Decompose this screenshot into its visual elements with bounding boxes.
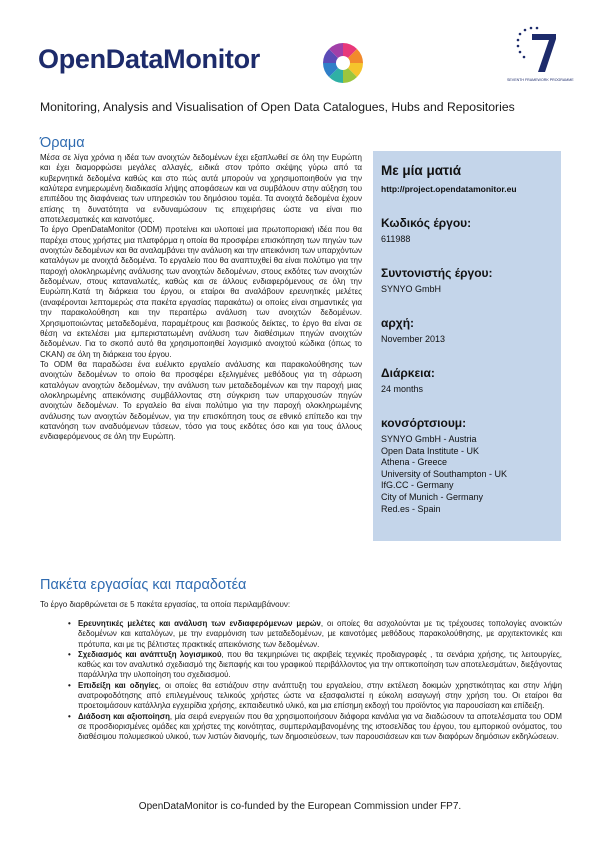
work-packages-heading: Πακέτα εργασίας και παραδοτέα [40, 577, 247, 593]
coordinator-label: Συντονιστής έργου: [381, 266, 493, 280]
work-package-name: Διάδοση και αξιοποίηση [78, 711, 170, 721]
vision-body [40, 153, 362, 443]
page-subtitle: Monitoring, Analysis and Visualisation of Open Data Catalogues, Hubs and Repositories [40, 100, 515, 114]
vision-heading: Όραμα [40, 135, 85, 151]
work-package-description: , οι οποίες θα ασχολούνται με τις τρέχουσες τοπολογίες ανοικτών δεδομένων και καταλόγων, με την εναρμόνιση των μεταδεδομένων, με καινοτόμες μεθόδους παρακολούθησης, με αρχιτεκτονικές και πρότυπα, και με τις βέλτιστες πρακτικές απεικόνισης των δεδομένων. [78, 619, 563, 649]
start-value: November 2013 [381, 334, 446, 344]
consortium-list [381, 434, 553, 515]
duration-label: Διάρκεια: [381, 366, 435, 380]
fp7-logo-icon [512, 22, 564, 82]
fp7-caption: SEVENTH FRAMEWORK PROGRAMME [507, 78, 574, 82]
vision-paragraph: Το ODM θα παραδώσει ένα ευέλικτο εργαλείο ανάλυσης και παρακολούθησης των ανοιχτών δεδομένων το οποίο θα προσφέρει εξελιγμένες μεθόδους για τη σάρωση καταλόγων ανοιχτών δεδομένων, την ανάλυση των μεταδεδομένων και την παροχή μιας ολοκληρωμένης απεικόνισης συμβάλλοντας στη σύγκριση των υπαρχουσών πηγών ανοιχτών δεδομένων. Το εργαλείο θα είναι πολύτιμο για την παροχή ολοκληρωμένης ανάλυσης των ανοιχτών δεδομένων, για την επισκόπηση τους σε εθνικό επίπεδο και την κατανόηση των αναδυόμενων τάσεων, τόσο για τους εκδότες όσο και για τους άλλους ενδιαφερόμενους σε όλη την Ευρώπη. [40, 359, 362, 442]
project-info-box [373, 151, 561, 541]
duration-value: 24 months [381, 384, 424, 394]
start-label: αρχή: [381, 316, 415, 330]
vision-paragraph: Το έργο OpenDataMonitor (ODM) προτείνει και υλοποιεί μια πρωτοποριακή ιδέα που θα παρέχει στους χρήστες μια πλατφόρμα η οποία θα προσφέρει επισκόπηση των πηγών των ανοιχτών δεδομένων και θα αναλαμβάνει την ανάλυση και την απεικόνιση των υπαρχόντων καταλόγων με ανοιχτά δεδομένα. Το εργαλείο που θα αναπτυχθεί θα είναι πολύτιμο για την παροχή ολοκληρωμένης ανάλυσης των ανοιχτών δεδομένων, στους εκδότες των ανοιχτών δεδομένων, στους καταναλωτές, καθώς και σε άλλους ενδιαφερόμενους σε όλη την Ευρώπη.Κατά τη διάρκεια του έργου, οι εταίροι θα αναλάβουν ερευνητικές μελέτες (αναφέρονται λεπτομερώς στα πακέτα εργασίας παρακάτω) οι οποίες είναι σημαντικές για την παρακολούθηση και την περαιτέρω ανάλυση των ανοιχτών δεδομένων. Χρησιμοποιώντας μεταδεδομένα, παραμέτρους και βασικούς δείκτες, το έργο θα είναι σε θέση να εκτελέσει μια εμπεριστατωμένη ανάλυση των διαθέσιμων πηγών ανοιχτών δεδομένων. Για το σκοπό αυτό θα χρησιμοποιηθεί λογισμικό ανοιχτού κώδικα (όπως το CKAN) σε όλη τη διάρκεια του έργου. [40, 225, 362, 359]
project-number-value: 611988 [381, 234, 411, 244]
work-package-name: Σχεδιασμός και ανάπτυξη λογισμικού [78, 649, 222, 659]
brand-wordmark: OpenDataMonitor [38, 44, 260, 74]
consortium-label: κονσόρτσιουμ: [381, 416, 467, 430]
work-package-name: Ερευνητικές μελέτες και ανάλυση των ενδιαφερόμενων μερών [78, 619, 321, 628]
vision-paragraph: Μέσα σε λίγα χρόνια η ιδέα των ανοιχτών δεδομένων έχει εξαπλωθεί σε όλη την Ευρώπη και έχει διαμορφώσει μεγάλες αλλαγές, ειδικά στον τρόπο σκέψης γύρω από τα κυβερνητικά δεδομένα καθώς και στο πώς αυτά μπορούν να χρησιμοποιηθούν για την καλύτερα ενημερωμένη διαδικασία λήψης αποφάσεων και να συμβάλουν στην αύξηση του επιπέδου της διαφάνειας των υπηρεσιών του δημόσιου τομέα. Τα ανοιχτά δεδομένα έχουν επίσης τη δυνατότητα να ενδυναμώσουν τις επιχειρήσεις ώστε να είναι πιο αποτελεσματικές και καινοτόμες. [40, 153, 362, 225]
work-packages-list [70, 619, 562, 743]
consortium-member: Open Data Institute - UK [381, 445, 480, 456]
work-package-item [70, 681, 562, 712]
project-number-label: Κωδικός έργου: [381, 216, 472, 230]
work-package-name: Επιδείξη και οδηγίες [78, 680, 159, 690]
work-package-description: , οι οποίες θα εστιάζουν στην ανάπτυξη του εργαλείου, στην εκτέλεση δοκιμών χρηστικότητας και στην λήψη ανατροφοδότησης από επιλεγμένους τελικούς χρήστες ώστε να εξασφαλιστεί η εύκολη εισαγωγή στην χρήση του. Οι εταίροι θα προετοιμάσουν κατάλληλα εγχειρίδια χρήσης, εκπαιδευτικό υλικό, και μια επίσημη εκδοχή του προϊόντος για παρουσίαση και επίδειξη. [78, 680, 562, 711]
work-package-description: , μία σειρά ενεργειών που θα χρησιμοποιήσουν διάφορα κανάλια για να διαδώσουν τα αποτελέσματα του ODM σε προσδιορισμένες ομάδες και χρήστες της κοινότητας, συμπεριλαμβανομένης της ιστοσελίδας του έργου, του εμπορικού ονόματος, του διαθέσιμου πολυμεσικού υλικού, των λιστών διανομής, των δημοσιεύσεων, των παρουσιάσεων και των διαφόρων δημόσιων εκδηλώσεων. [78, 711, 562, 742]
coordinator-value: SYNYO GmbH [381, 284, 442, 294]
consortium-member: Red.es - Spain [381, 503, 441, 514]
work-package-item [70, 619, 562, 650]
consortium-member: University of Southampton - UK [381, 468, 508, 479]
consortium-member: IfG.CC - Germany [381, 480, 454, 491]
work-packages-intro: Το έργο διαρθρώνεται σε 5 πακέτα εργασίας, τα οποία περιλαμβάνουν: [40, 600, 291, 609]
consortium-member: City of Munich - Germany [381, 491, 484, 502]
consortium-member: SYNYO GmbH - Austria [381, 434, 477, 444]
consortium-member: Athena - Greece [381, 457, 448, 468]
work-package-item [70, 712, 562, 743]
funding-footer: OpenDataMonitor is co-funded by the European Commission under FP7. [138, 801, 462, 812]
page-header [0, 0, 600, 95]
work-package-item [70, 650, 562, 681]
work-package-description: , που θα τεκμηριώνει τις ακριβείς τεχνικές προδιαγραφές , τα σενάρια χρήσης, τις λειτουργίες, καθώς και τον αναλυτικό σχεδιασμό της διεπαφής και του γραφικού περιβάλλοντος για την οπτικοποίηση των αποτελεσμάτων, διεξάγοντας παράλληλα την υλοποίηση του σχεδιασμού. [78, 649, 562, 680]
glance-heading: Με μία ματιά [381, 163, 462, 178]
project-url-link[interactable]: http://project.opendatamonitor.eu [381, 184, 517, 194]
odm-logo-icon [320, 40, 366, 86]
